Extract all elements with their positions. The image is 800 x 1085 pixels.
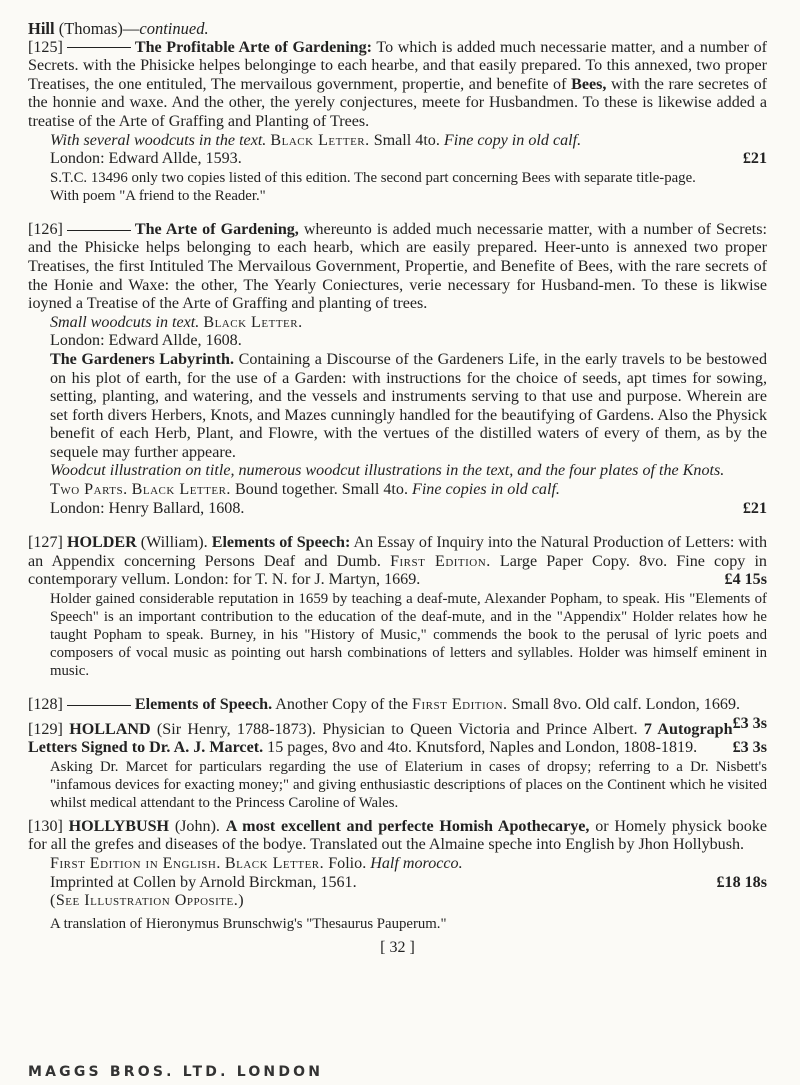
heading-continued: continued. bbox=[139, 19, 209, 38]
entry-title: The Arte of Gardening, bbox=[134, 220, 299, 238]
entry-price: £21 bbox=[742, 150, 767, 168]
dash-rule bbox=[67, 705, 131, 706]
entry-body-2: Large Paper Copy. 8vo. Fine copy in contemporary vellum. London: for T. N. for J. Martyn, 1669. bbox=[28, 552, 767, 589]
entry-title: Elements of Speech. bbox=[134, 696, 273, 714]
entry-body-2: 15 pages, 8vo and 4to. Knutsford, Naples and London, 1808-1819. bbox=[267, 739, 698, 757]
entry-body-2: Containing a Discourse of the Gardeners Life, in the early travels to be bestowed on his plot of earth, for the use of a Garden: with instructions for the choice of seeds, apt times for sowing, setting, planting, and watering, and the vessels and instruments serving to that use and purpose. Wherein are set forth divers Herbers, Knots, and Mazes cunningly handled for the beautifying of Gardens. Also the Physick benefit of each Herb, Plant, and Flowre, with the vertues of the distilled waters of every of them, as by the sequele may further appeare. bbox=[50, 350, 767, 461]
heading-name: Hill bbox=[28, 19, 55, 38]
page-number: [ 32 ] bbox=[380, 938, 415, 956]
entry-body: Physician to Queen Victoria and Prince Albert. bbox=[322, 720, 638, 738]
author-detail: (William). bbox=[140, 534, 208, 552]
entry-body-2: Small 8vo. Old calf. London, 1669. bbox=[511, 696, 741, 714]
section-heading bbox=[28, 20, 767, 39]
entry-number: [126] bbox=[28, 220, 63, 238]
author-name: HOLLAND bbox=[69, 720, 151, 738]
entry-body-2: with the rare secretes of the honnie and waxe. And the other, the yerely conjectures, meete for Husbandmen. To these is likewise added a treatise of the Arte of Graffing and Planting of Trees. bbox=[28, 75, 768, 130]
first-edition: First Edition in English. bbox=[50, 855, 221, 872]
black-letter-2: Black Letter. bbox=[131, 481, 231, 499]
entry-129 bbox=[28, 721, 767, 812]
entry-note: S.T.C. 13496 only two copies listed of this edition. The second part concerning Bees with separate title-page. bbox=[50, 169, 696, 186]
entry-description: With several woodcuts in the text. bbox=[50, 131, 267, 149]
entry-number: [129] bbox=[28, 720, 63, 738]
entry-title: 7 Autograph Letters Signed to Dr. A. J. Marcet. bbox=[28, 720, 733, 757]
entry-body: Another Copy of the bbox=[275, 696, 408, 714]
entry-number: [130] bbox=[28, 817, 63, 835]
entry-number: [125] bbox=[28, 38, 63, 56]
see-illustration: (See Illustration Opposite.) bbox=[50, 892, 245, 910]
author-name: HOLDER bbox=[66, 534, 137, 552]
entry-body: To which is added much necessarie matter, and a number of Secrets. with the Phisicke helpes belonginge to each hearbe, and that easily prepared. To this annexed, two proper Treatises, the one entituled, The mervailous government, propertie, and benefite of bbox=[28, 38, 768, 93]
entry-title-2: The Gardeners Labyrinth. bbox=[50, 350, 234, 368]
black-letter: Black Letter. bbox=[224, 855, 325, 872]
entry-imprint: Imprinted at Collen by Arnold Birckman, 1561. bbox=[50, 873, 357, 891]
entry-parts: Two Parts. bbox=[50, 481, 128, 499]
entry-bees: Bees, bbox=[571, 75, 607, 93]
author-name: HOLLYBUSH bbox=[68, 817, 170, 835]
entry-body: An Essay of Inquiry into the Natural Production of Letters: with an Appendix concerning Persons Deaf and Dumb. bbox=[28, 534, 767, 570]
entry-price: £4 15s bbox=[724, 571, 767, 589]
entry-condition: Fine copies in old calf. bbox=[412, 481, 560, 499]
entry-title: A most excellent and perfecte Homish Apothecarye, bbox=[225, 817, 590, 835]
dash-rule bbox=[67, 47, 131, 48]
entry-note: A translation of Hieronymus Brunschwig's "Thesaurus Pauperum." bbox=[50, 915, 447, 932]
entry-130 bbox=[28, 818, 767, 933]
author-detail: (John). bbox=[174, 817, 220, 835]
black-letter: Black Letter. bbox=[270, 131, 370, 149]
entry-condition: Half morocco. bbox=[370, 855, 463, 872]
entry-body: or Homely physick booke for all the grefes and diseases of the bodye. Translated out the Almaine speche into English by Jhon Hollybush. bbox=[28, 817, 768, 854]
entry-number: [127] bbox=[28, 534, 63, 552]
entry-note: Asking Dr. Marcet for particulars regarding the use of Elaterium in cases of dropsy; referring to a Dr. Nisbett's "infamous devices for exacting money;" and giving enthusiastic descriptions of places on the Continent which he visited whilst medical attendant to the Princess Caroline of Wales. bbox=[50, 758, 767, 811]
entry-imprint-2: London: Henry Ballard, 1608. bbox=[50, 499, 245, 517]
entry-binding: Bound together. Small 4to. bbox=[234, 481, 408, 499]
entry-title: Elements of Speech: bbox=[211, 534, 351, 552]
entry-price: £3 3s bbox=[732, 739, 767, 757]
author-detail: (Sir Henry, 1788-1873). bbox=[156, 720, 317, 738]
dash-rule bbox=[67, 230, 131, 231]
entry-imprint: London: Edward Allde, 1608. bbox=[50, 332, 242, 350]
entry-price: £21 bbox=[742, 499, 767, 517]
publisher-footer: MAGGS BROS. LTD. LONDON bbox=[28, 1064, 324, 1080]
entry-note-2: With poem "A friend to the Reader." bbox=[50, 187, 266, 204]
entry-price: £18 18s bbox=[716, 873, 767, 891]
black-letter: Black Letter. bbox=[203, 313, 303, 331]
entry-note: Holder gained considerable reputation in 1659 by teaching a deaf-mute, Alexander Popham, to speak. His "Elements of Speech" is an important contribution to the education of the deaf-mute, and in the "Appendix" Holder relates how he taught Popham to speak. Burney, in his "History of Music," commends the book to the perusal of lyric poets and composers of vocal music as pointing out harsh combinations of letters and syllables. Holder was himself eminent in music. bbox=[50, 591, 767, 680]
heading-rest: (Thomas)— bbox=[58, 19, 140, 38]
entry-title: The Profitable Arte of Gardening: bbox=[134, 38, 373, 56]
entry-price: £3 3s bbox=[732, 714, 767, 732]
entry-condition: Fine copy in old calf. bbox=[443, 131, 582, 149]
entry-body: whereunto is added much necessarie matter, with a number of Secrets: and the Phisicke helps belonging to each hearb, which are easily prepared. Heer-unto is annexed two proper Treatises, the first Intituled The Mervailous Government, Propertie, and Benefite of Bees, with the rare secrets of the Honie and Waxe: the other, The Yearly Coniectures, verie necessary for Husband-men. To these is likwise ioyned a Treatise of the Arte of Graffing and planting of trees. bbox=[28, 220, 767, 313]
entry-126 bbox=[28, 221, 767, 519]
entry-127 bbox=[28, 534, 767, 680]
entry-description: Small woodcuts in text. bbox=[50, 313, 200, 331]
entry-format: Folio. bbox=[328, 855, 367, 872]
entry-125 bbox=[28, 39, 767, 205]
entry-imprint: London: Edward Allde, 1593. bbox=[50, 150, 242, 168]
entry-number: [128] bbox=[28, 696, 63, 714]
first-edition: First Edition. bbox=[412, 696, 508, 714]
entry-description-2: Woodcut illustration on title, numerous woodcut illustrations in the text, and the four plates of the Knots. bbox=[50, 462, 725, 480]
entry-format: Small 4to. bbox=[373, 131, 440, 149]
first-edition: First Edition. bbox=[390, 552, 491, 570]
